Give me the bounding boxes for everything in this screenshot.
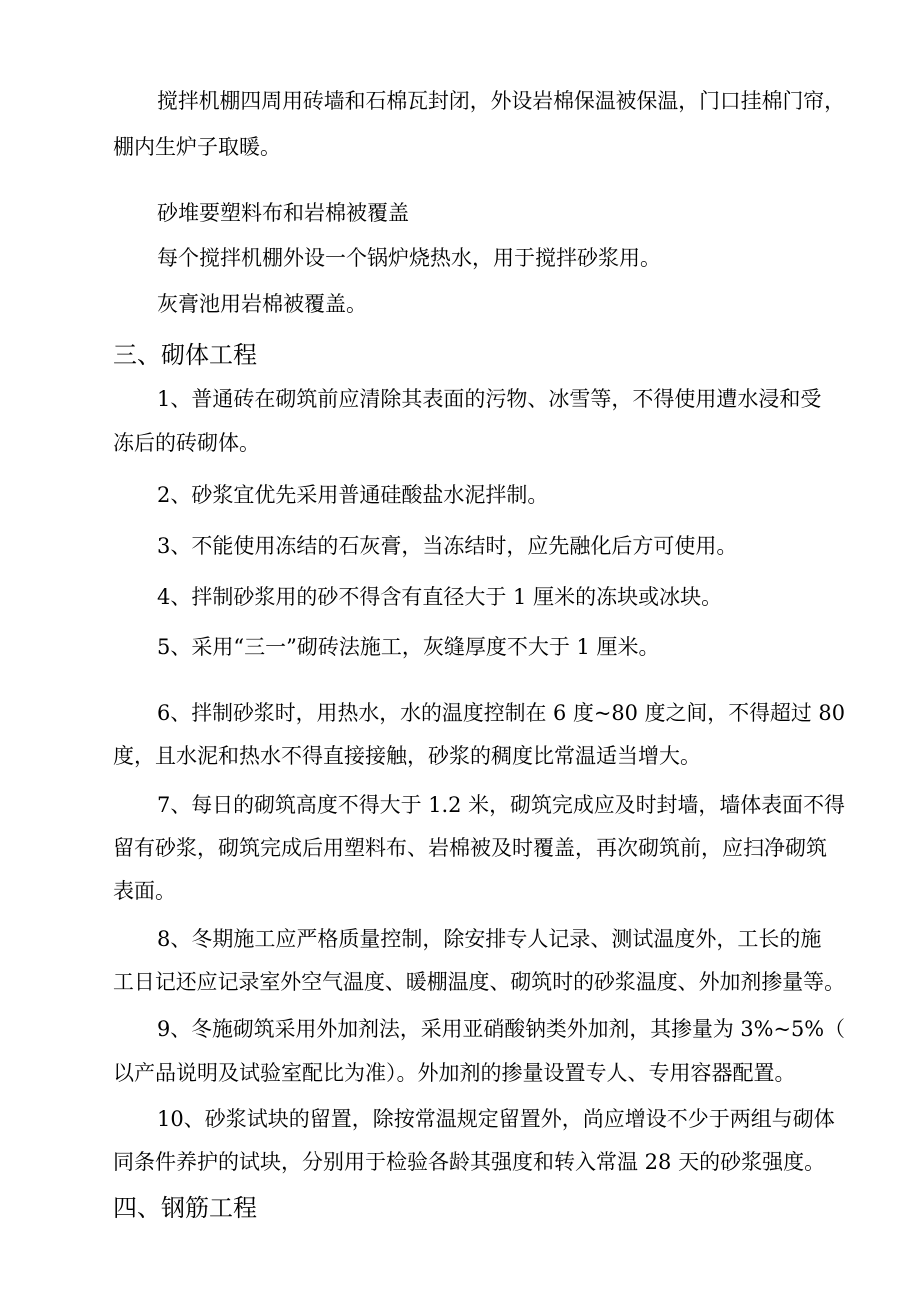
item-2: 2、砂浆宜优先采用普通硅酸盐水泥拌制。 xyxy=(157,483,549,507)
item-10-line1: 10、砂浆试块的留置，除按常温规定留置外，尚应增设不少于两组与砌体 xyxy=(157,1107,835,1131)
paragraph-mixer-shed-line1: 搅拌机棚四周用砖墙和石棉瓦封闭，外设岩棉保温被保温，门口挂棉门帘， xyxy=(157,89,846,113)
item-7-line1: 7、每日的砌筑高度不得大于 1.2 米，砌筑完成应及时封墙，墙体表面不得 xyxy=(157,793,845,817)
item-8-line2: 工日记还应记录室外空气温度、暖棚温度、砌筑时的砂浆温度、外加剂掺量等。 xyxy=(113,970,845,994)
item-9-line1: 9、冬施砌筑采用外加剂法，采用亚硝酸钠类外加剂，其掺量为 3%~5%（ xyxy=(157,1017,845,1041)
paragraph-lime-pit: 灰膏池用岩棉被覆盖。 xyxy=(157,292,367,316)
paragraph-boiler: 每个搅拌机棚外设一个锅炉烧热水，用于搅拌砂浆用。 xyxy=(157,246,661,270)
item-3: 3、不能使用冻结的石灰膏，当冻结时，应先融化后方可使用。 xyxy=(157,534,738,558)
section-heading-masonry: 三、砌体工程 xyxy=(113,341,257,369)
paragraph-sand-pile: 砂堆要塑料布和岩棉被覆盖 xyxy=(157,201,409,225)
item-6-line2: 度，且水泥和热水不得直接接触，砂浆的稠度比常温适当增大。 xyxy=(113,744,701,768)
item-7-line3: 表面。 xyxy=(113,879,176,903)
item-10-line2: 同条件养护的试块，分别用于检验各龄其强度和转入常温 28 天的砂浆强度。 xyxy=(113,1150,826,1174)
section-heading-rebar: 四、钢筋工程 xyxy=(113,1194,257,1222)
item-7-line2: 留有砂浆，砌筑完成后用塑料布、岩棉被及时覆盖，再次砌筑前，应扫净砌筑 xyxy=(113,836,827,860)
item-1-line1: 1、普通砖在砌筑前应清除其表面的污物、冰雪等，不得使用遭水浸和受 xyxy=(157,387,822,411)
item-1-line2: 冻后的砖砌体。 xyxy=(113,431,260,455)
item-8-line1: 8、冬期施工应严格质量控制，除安排专人记录、测试温度外，工长的施 xyxy=(157,927,822,951)
paragraph-mixer-shed-line2: 棚内生炉子取暖。 xyxy=(113,135,281,159)
item-9-line2: 以产品说明及试验室配比为准）。外加剂的掺量设置专人、专用容器配置。 xyxy=(113,1061,796,1085)
item-4: 4、拌制砂浆用的砂不得含有直径大于 1 厘米的冻块或冰块。 xyxy=(157,585,723,609)
item-6-line1: 6、拌制砂浆时，用热水，水的温度控制在 6 度~80 度之间，不得超过 80 xyxy=(157,701,846,725)
item-5: 5、采用“三一”砌砖法施工，灰缝厚度不大于 1 厘米。 xyxy=(157,635,660,659)
